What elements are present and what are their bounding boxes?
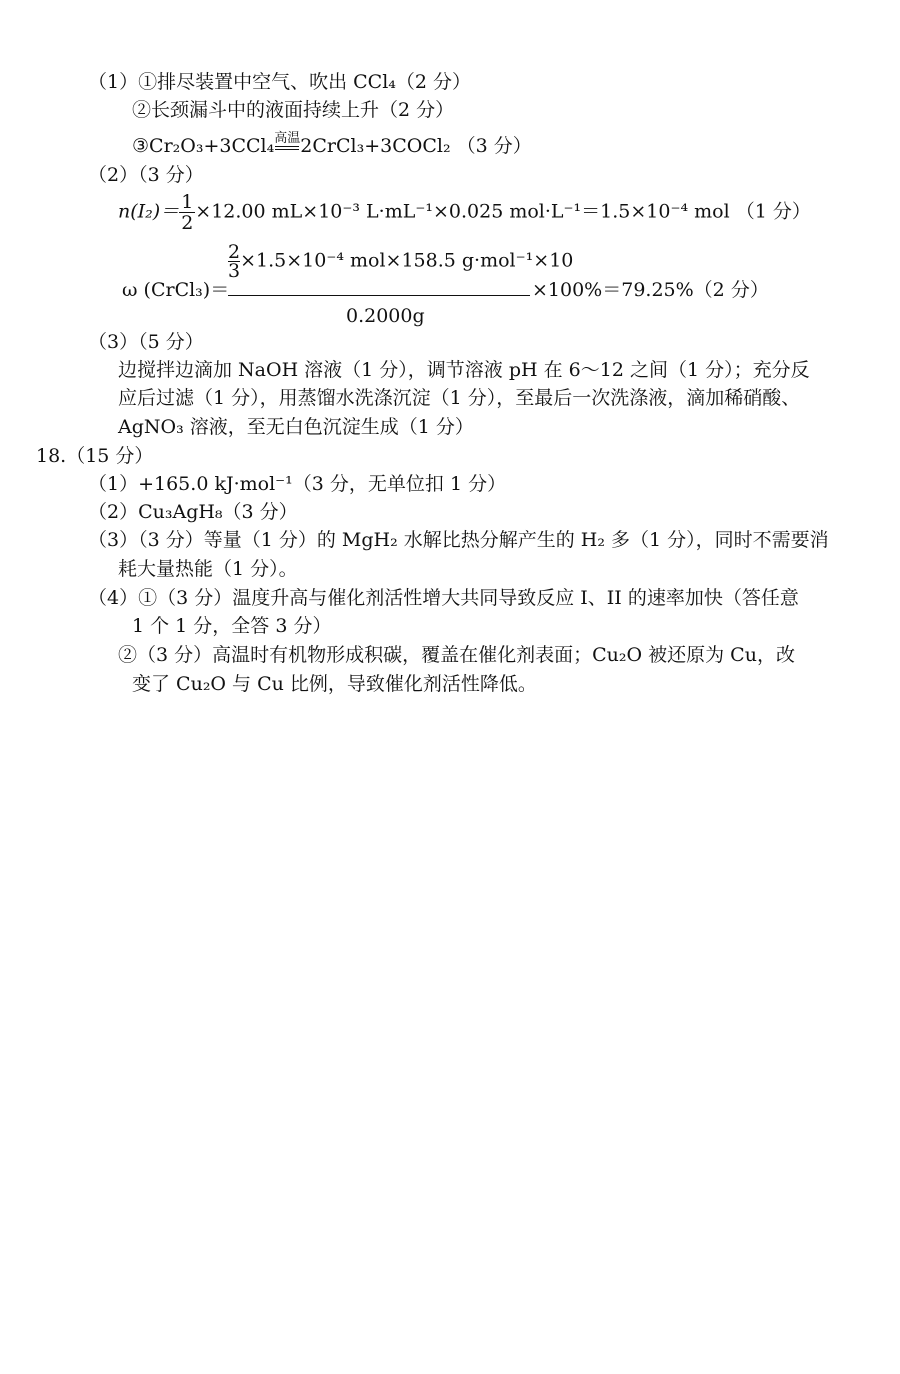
q17-part3-line3: AgNO₃ 溶液，至无白色沉淀生成（1 分） — [118, 416, 474, 438]
fraction-numerator: 2 — [228, 241, 241, 263]
q18-part4-line1: （4）①（3 分）温度升高与催化剂活性增大共同导致反应 I、II 的速率加快（答任意 — [88, 587, 799, 609]
mass-fraction-denominator: 0.2000g — [346, 305, 425, 327]
mass-fraction-numerator — [228, 243, 573, 280]
equation-reactants: ③Cr₂O₃+3CCl₄ — [132, 135, 275, 157]
q17-part2-head: （2）（3 分） — [88, 164, 204, 186]
q18-part1: （1）+165.0 kJ·mol⁻¹（3 分，无单位扣 1 分） — [88, 473, 507, 495]
q18-head: 18.（15 分） — [36, 445, 154, 467]
q18-part3-line1: （3）（3 分）等量（1 分）的 MgH₂ 水解比热分解产生的 H₂ 多（1 分），同时不需要消 — [88, 529, 829, 551]
equals-sign-icon — [275, 146, 299, 150]
w-result: ×100%＝79.25%（2 分） — [532, 279, 769, 301]
numerator-rest: ×1.5×10⁻⁴ mol×158.5 g·mol⁻¹×10 — [240, 249, 574, 272]
q17-part3-line1: 边搅拌边滴加 NaOH 溶液（1 分），调节溶液 pH 在 6～12 之间（1 分）；充分反 — [118, 359, 810, 381]
fraction-denominator: 2 — [181, 212, 194, 234]
n-symbol: n(I₂)＝ — [118, 200, 180, 223]
q17-part3-line2: 应后过滤（1 分），用蒸馏水洗涤沉淀（1 分），至最后一次洗涤液，滴加稀硝酸、 — [118, 387, 801, 409]
q17-part3-head: （3）（5 分） — [88, 331, 204, 353]
q17-part1-line1: （1）①排尽装置中空气、吹出 CCl₄（2 分） — [88, 71, 472, 93]
reaction-condition — [274, 132, 300, 156]
n-formula-rest: ×12.00 mL×10⁻³ L·mL⁻¹×0.025 mol·L⁻¹＝1.5×10⁻⁴ mol （1 分） — [195, 200, 811, 223]
q17-part2-n-formula — [118, 192, 811, 233]
q18-part4-line3: ②（3 分）高温时有机物形成积碳，覆盖在催化剂表面；Cu₂O 被还原为 Cu，改 — [118, 644, 795, 666]
half-fraction — [179, 192, 195, 233]
fraction-numerator: 1 — [181, 191, 194, 213]
two-thirds-fraction — [228, 243, 240, 280]
w-label: ω (CrCl₃)＝ — [122, 279, 230, 301]
q18-part2: （2）Cu₃AgH₈（3 分） — [88, 501, 298, 523]
q18-part3-line2: 耗大量热能（1 分）。 — [118, 558, 298, 580]
condition-label: 高温 — [274, 131, 301, 146]
q17-part1-line2: ②长颈漏斗中的液面持续上升（2 分） — [132, 99, 455, 121]
fraction-bar — [228, 295, 530, 296]
q17-part1-equation — [132, 131, 532, 158]
q18-part4-line4: 变了 Cu₂O 与 Cu 比例，导致催化剂活性降低。 — [132, 673, 537, 695]
fraction-denominator: 3 — [228, 260, 241, 282]
q18-part4-line2: 1 个 1 分，全答 3 分） — [132, 615, 332, 637]
equation-products: 2CrCl₃+3COCl₂ （3 分） — [300, 135, 532, 157]
